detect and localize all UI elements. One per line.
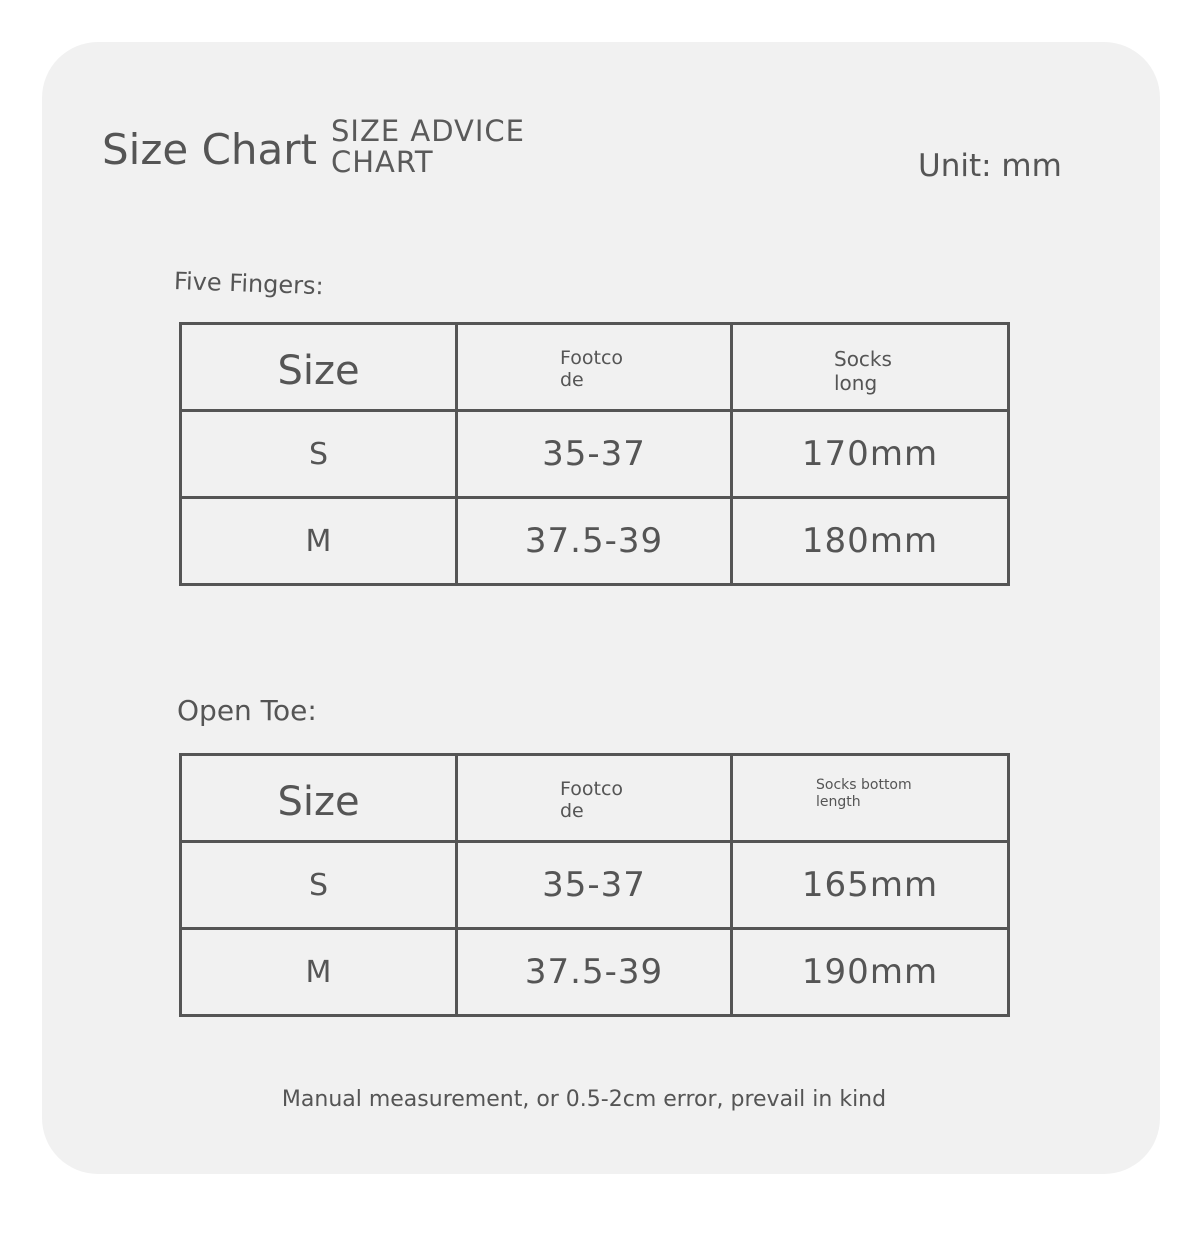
five-fingers-table — [179, 322, 1010, 586]
measurement-note: Manual measurement, or 0.5-2cm error, prevail in kind — [281, 1087, 887, 1112]
cell-length — [732, 929, 1009, 1016]
open-toe-label: Open Toe: — [177, 694, 317, 727]
header-length-label: Socks bottom length — [816, 777, 912, 810]
length-value: 180mm — [801, 521, 939, 561]
cell-size — [181, 411, 457, 498]
header-cell-size — [181, 755, 457, 842]
cell-length — [732, 842, 1009, 929]
subtitle-line-2: CHART — [331, 145, 434, 179]
footcode-value: 37.5-39 — [524, 521, 664, 561]
table-header-row — [181, 755, 1009, 842]
size-value: M — [305, 954, 332, 990]
subtitle — [331, 116, 525, 178]
cell-footcode — [457, 498, 732, 585]
length-value: 170mm — [801, 434, 939, 474]
five-fingers-label: Five Fingers: — [173, 267, 325, 301]
size-value: M — [305, 523, 332, 559]
length-value: 190mm — [801, 952, 939, 992]
cell-size — [181, 842, 457, 929]
footcode-value: 35-37 — [542, 865, 646, 905]
header-size-label: Size — [277, 348, 360, 394]
subtitle-line-1: SIZE ADVICE — [331, 114, 525, 148]
header-cell-length — [732, 755, 1009, 842]
header-cell-footcode — [457, 324, 732, 411]
header-footcode-label: Footco de — [560, 347, 624, 391]
table-row — [181, 411, 1009, 498]
cell-size — [181, 929, 457, 1016]
header-cell-footcode — [457, 755, 732, 842]
length-value: 165mm — [801, 865, 939, 905]
cell-length — [732, 498, 1009, 585]
cell-length — [732, 411, 1009, 498]
header-footcode-label: Footco de — [560, 778, 624, 822]
size-value: S — [308, 867, 329, 903]
header-size-label: Size — [277, 779, 360, 825]
table-row — [181, 842, 1009, 929]
header-cell-length — [732, 324, 1009, 411]
cell-footcode — [457, 842, 732, 929]
footcode-value: 35-37 — [542, 434, 646, 474]
open-toe-table — [179, 753, 1010, 1017]
header-cell-size — [181, 324, 457, 411]
footcode-value: 37.5-39 — [524, 952, 664, 992]
table-row — [181, 929, 1009, 1016]
cell-footcode — [457, 411, 732, 498]
unit-label: Unit: mm — [918, 148, 1062, 184]
page-title: Size Chart — [102, 125, 317, 174]
table-row — [181, 498, 1009, 585]
table-header-row — [181, 324, 1009, 411]
size-value: S — [308, 436, 329, 472]
header-length-label: Socks long — [834, 347, 892, 395]
cell-size — [181, 498, 457, 585]
cell-footcode — [457, 929, 732, 1016]
